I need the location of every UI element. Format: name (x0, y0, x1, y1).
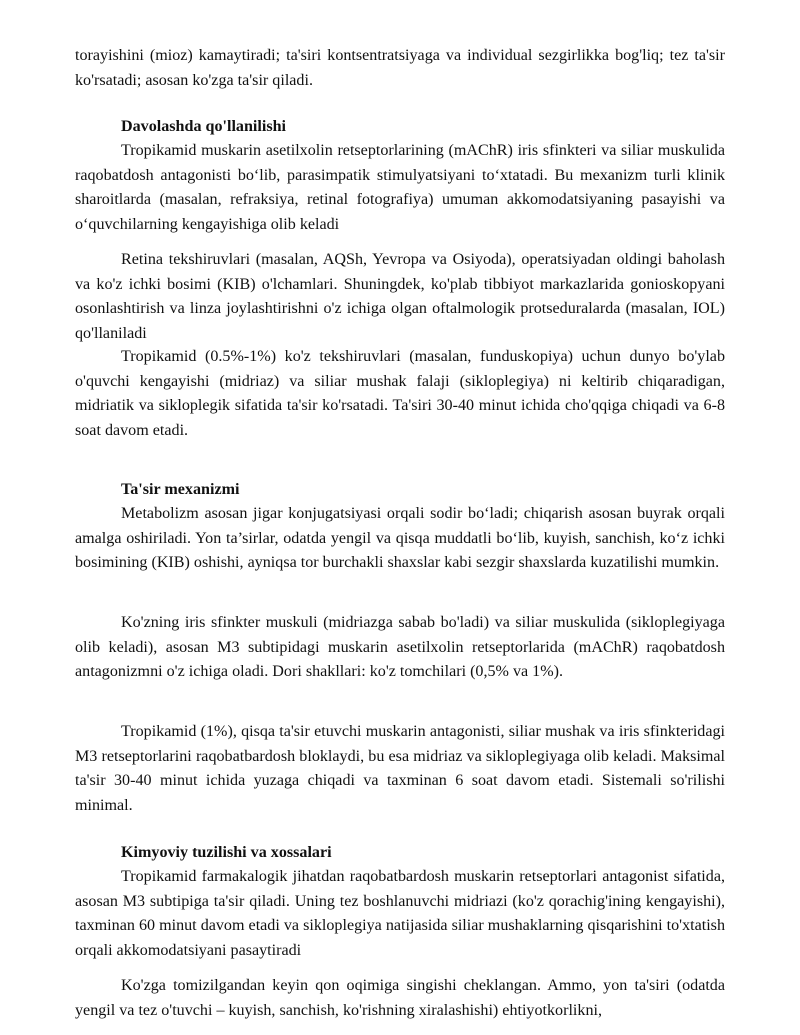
paragraph-metabolism: Metabolizm asosan jigar konjugatsiyasi orqali sodir bo‘ladi; chiqarish asosan buyrak orqali amalga oshiriladi. Yon ta’sirlar, odatda yengil va qisqa muddatli bo‘lib, kuyish, sanchish, ko‘z ichki bosimining (KIB) oshishi, ayniqsa tor burchakli shaxslar kabi sezgir shaxslarda kuzatilishi mumkin. (75, 505, 725, 571)
paragraph-mechanism-intro: Tropikamid muskarin asetilxolin retseptorlarining (mAChR) iris sfinkteri va siliar muskulida raqobatdosh antagonisti bo‘lib, parasimpatik stimulyatsiyani to‘xtatadi. Bu mexanizm turli klinik sharoitlarda (masalan, refraksiya, retinal fotografiya) umuman akkomodatsiyaning pasayishi va o‘quvchilarning kengayishiga olib keladi (75, 142, 725, 233)
paragraph-iris-sphincter: Ko'zning iris sfinkter muskuli (midriazga sabab bo'ladi) va siliar muskulida (sikloplegiyaga olib keladi), asosan M3 subtipidagi muskarin asetilxolin retseptorlarida (mAChR) raqobatdosh antagonizmni o'z ichiga oladi. Dori shakllari: ko'z tomchilari (0,5% va 1%). (75, 614, 725, 680)
paragraph-retina: Retina tekshiruvlari (masalan, AQSh, Yevropa va Osiyoda), operatsiyadan oldingi baholash va ko'z ichki bosimi (KIB) o'lchamlari. Shuningdek, ko'plab tibbiyot markazlarida gonioskopyani osonlashtirish va linza joylashtirishni o'z ichiga olgan oftalmologik protseduralarda (masalan, IOL) qo'llaniladi (75, 251, 725, 342)
heading-tasir-mexanizmi: Ta'sir mexanizmi (121, 481, 240, 498)
heading-kimyoviy-tuzilishi: Kimyoviy tuzilishi va xossalari (121, 844, 332, 861)
paragraph-absorption: Ko'zga tomizilgandan keyin qon oqimiga singishi cheklangan. Ammo, yon ta'siri (odatda yengil va tez o'tuvchi – kuyish, sanchish, ko'rishning xiralashishi) ehtiyotkorlikni, (75, 977, 725, 1019)
paragraph-tropikamid-antagonist: Tropikamid (1%), qisqa ta'sir etuvchi muskarin antagonisti, siliar mushak va iris sfinkteridagi M3 retseptorlarini raqobatbardosh bloklaydi, bu esa midriaz va sikloplegiyaga olib keladi. Maksimal ta'sir 30-40 minut ichida yuzaga chiqadi va taxminan 6 soat davom etadi. Sistemali so'rilishi minimal. (75, 723, 725, 814)
paragraph-tropikamid-dosage: Tropikamid (0.5%-1%) ko'z tekshiruvlari (masalan, funduskopiya) uchun dunyo bo'ylab o'quvchi kengayishi (midriaz) va siliar mushak falaji (sikloplegiya) ni keltirib chiqaradigan, midriatik va sikloplegik sifatida ta'sir ko'rsatadi. Ta'siri 30-40 minut ichida cho'qqiga chiqadi va 6-8 soat davom etadi. (75, 348, 725, 439)
paragraph-pharmacology: Tropikamid farmakalogik jihatdan raqobatbardosh muskarin retseptorlari antagonist sifatida, asosan M3 subtipiga ta'sir qiladi. Uning tez boshlanuvchi midriazi (ko'z qorachig'ining kengayishi), taxminan 60 minut davom etadi va sikloplegiya natijasida siliar mushaklarning qisqarishini to'xtatish orqali akkomodatsiyani pasaytiradi (75, 868, 725, 959)
heading-davolashda: Davolashda qo'llanilishi (121, 118, 287, 135)
paragraph-continuation: torayishini (mioz) kamaytiradi; ta'siri kontsentratsiyaga va individual sezgirlikka bog'liq; tez ta'sir ko'rsatadi; asosan ko'zga ta'sir qiladi. (75, 47, 725, 89)
